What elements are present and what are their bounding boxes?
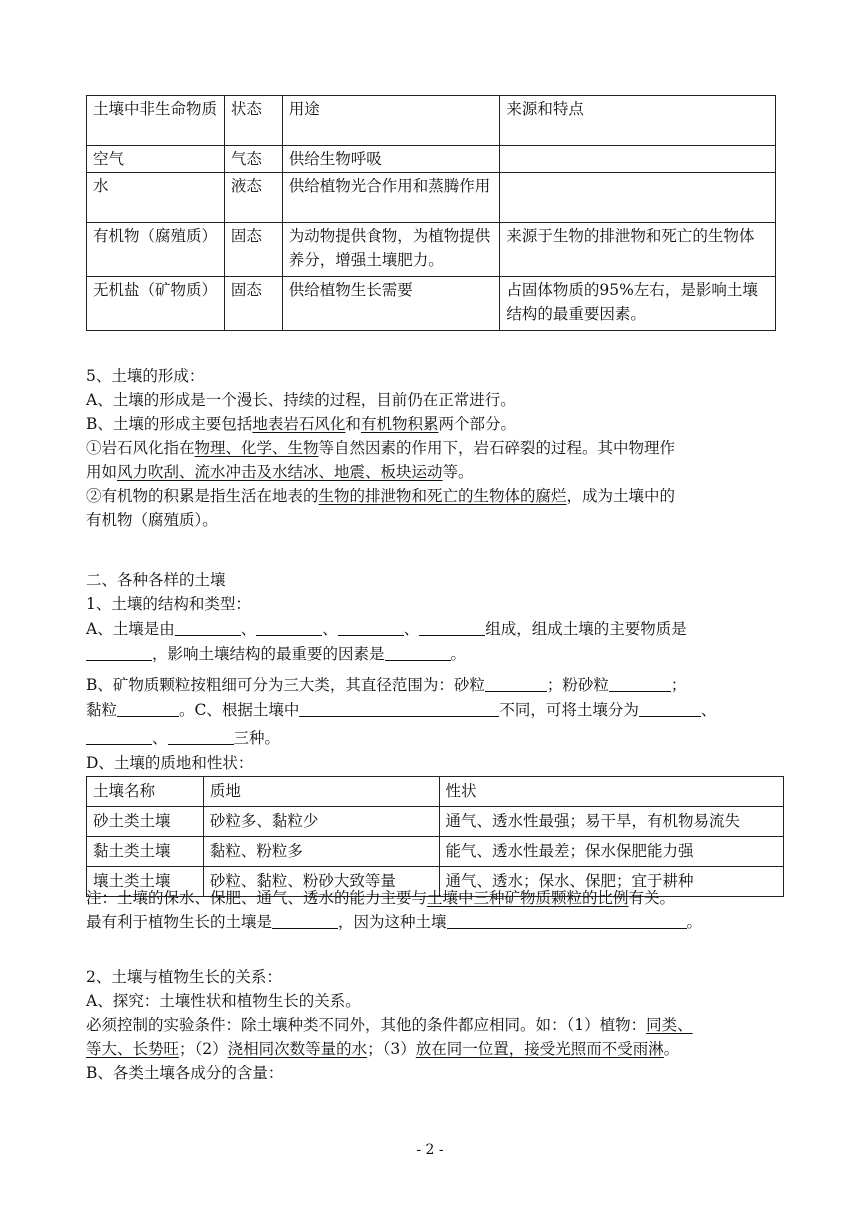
part2-line-a1: A、土壤是由 、 、 、 组成，组成土壤的主要物质是 [86,620,687,638]
table-cell: 黏粒、粉粒多 [203,837,439,867]
part2-line-d: D、土壤的质地和性状： [86,754,254,772]
table-cell: 供给生物呼吸 [282,146,500,173]
table-row [87,837,784,867]
table-cell: 砂粒多、黏粒少 [203,807,439,837]
sec2-line-c2: 等大、长势旺；（2）浇相同次数等量的水；（3）放在同一位置，接受光照而不受雨淋。 [86,1040,680,1058]
table-cell: 占固体物质的95%左右，是影响土壤结构的最重要因素。 [500,277,776,331]
part2-line-a2: ，影响土壤结构的最重要的因素是 。 [86,642,776,666]
section-2-title: 2、土壤与植物生长的关系： [86,968,282,986]
page-number: - 2 - [416,1142,444,1158]
table-cell: 来源于生物的排泄物和死亡的生物体 [500,223,776,277]
part2-subtitle-1: 1、土壤的结构和类型： [86,595,251,613]
table-cell: 气态 [224,146,282,173]
table-cell: 砂土类土壤 [87,807,204,837]
table-cell: 通气、透水性最强；易干旱，有机物易流失 [439,807,784,837]
table-cell: 壤土类土壤 [87,867,204,897]
table-header-cell: 状态 [224,96,282,146]
part2-line-c: 、 三种。 [86,726,776,750]
sec2-line-c1: 必须控制的实验条件：除土壤种类不同外，其他的条件都应相同。如：（1）植物：同类、 [86,1016,693,1034]
table-cell: 黏土类土壤 [87,837,204,867]
table-header-cell: 土壤中非生命物质 [87,96,225,146]
sec5-line-d2: 有机物（腐殖质）。 [86,511,218,529]
soil-nonliving-table [86,95,776,331]
section-5-title: 5、土壤的形成： [86,367,205,385]
sec2-line-b: B、各类土壤各成分的含量： [86,1064,284,1082]
note-line-1: 注：土壤的保水、保肥、通气、透水的能力主要与土壤中三种矿物质颗粒的比例有关。 [86,889,676,907]
table-cell: 砂粒、黏粒、粉砂大致等量 [203,867,439,897]
table-row [87,277,776,331]
table-cell: 通气、透水；保水、保肥；宜于耕种 [439,867,784,897]
table-header-row [87,777,784,807]
table-row [87,146,776,173]
sec5-line-d1: ②有机物的积累是指生活在地表的生物的排泄物和死亡的生物体的腐烂，成为土壤中的 [86,487,676,505]
table-cell: 为动物提供食物，为植物提供养分，增强土壤肥力。 [282,223,500,277]
table-header-cell: 性状 [439,777,784,807]
soil-texture-table [86,776,784,897]
sec5-line-c2: 用如风力吹刮、流水冲击及水结冰、地震、板块运动等。 [86,463,474,481]
table-cell [500,146,776,173]
table-cell [500,173,776,223]
table-cell: 固态 [224,223,282,277]
part-2-title: 二、各种各样的土壤 [86,571,226,589]
sec5-line-b: B、土壤的形成主要包括地表岩石风化和有机物积累两个部分。 [86,415,516,433]
table-cell: 液态 [224,173,282,223]
part2-line-b2: 黏粒 。C、根据土壤中 不同，可将土壤分为 、 [86,701,717,719]
table-row [87,223,776,277]
table-cell: 无机盐（矿物质） [87,277,225,331]
table-cell: 水 [87,173,225,223]
sec5-line-c1: ①岩石风化指在物理、化学、生物等自然因素的作用下，岩石碎裂的过程。其中物理作 [86,439,676,457]
table-cell: 有机物（腐殖质） [87,223,225,277]
note-line-2: 最有利于植物生长的土壤是 ，因为这种土壤 。 [86,913,703,931]
table-cell: 固态 [224,277,282,331]
table-header-cell: 质地 [203,777,439,807]
table-row [87,173,776,223]
table-row [87,807,784,837]
table-header-row [87,96,776,146]
sec5-line-a: A、土壤的形成是一个漫长、持续的过程，目前仍在正常进行。 [86,391,516,409]
sec2-line-a: A、探究：土壤性状和植物生长的关系。 [86,992,361,1010]
table-cell: 供给植物生长需要 [282,277,500,331]
table-header-cell: 用途 [282,96,500,146]
table-cell: 空气 [87,146,225,173]
table-cell: 能气、透水性最差；保水保肥能力强 [439,837,784,867]
table-cell: 供给植物光合作用和蒸腾作用 [282,173,500,223]
part2-line-b1: B、矿物质颗粒按粗细可分为三大类，其直径范围为：砂粒 ；粉砂粒 ； [86,676,687,694]
table-header-cell: 土壤名称 [87,777,204,807]
table-header-cell: 来源和特点 [500,96,776,146]
